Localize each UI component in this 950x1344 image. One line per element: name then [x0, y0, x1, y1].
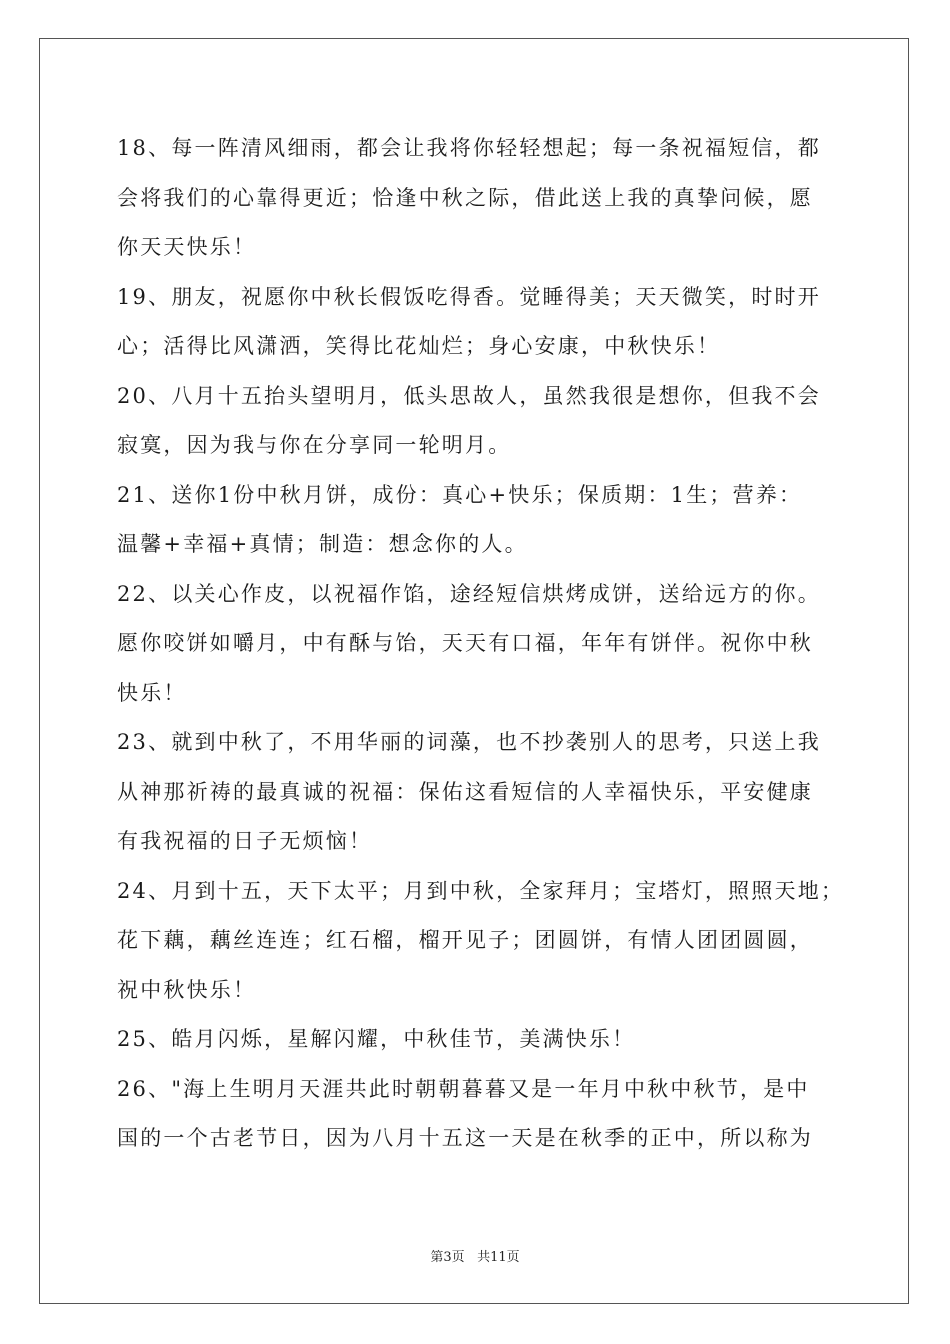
paragraph-18: [117, 124, 837, 273]
text-line: 24、月到十五，天下太平；月到中秋，全家拜月；宝塔灯，照照天地；: [117, 878, 845, 903]
paragraph-25: [117, 1015, 837, 1065]
paragraph-26: [117, 1065, 837, 1164]
text-line: 18、每一阵清风细雨，都会让我将你轻轻想起；每一条祝福短信，都: [117, 136, 821, 160]
text-line: 25、皓月闪烁，星解闪耀，中秋佳节，美满快乐！: [117, 1027, 636, 1051]
text-line: 寂寞，因为我与你在分享同一轮明月。: [117, 433, 512, 457]
text-line: 20、八月十五抬头望明月，低头思故人，虽然我很是想你，但我不会: [117, 383, 821, 408]
paragraph-19: [117, 273, 837, 372]
text-line: 26、"海上生明月天涯共此时朝朝暮暮又是一年月中秋中秋节，是中: [117, 1076, 810, 1101]
document-body: [117, 124, 845, 1164]
text-line: 你天天快乐！: [117, 235, 257, 259]
text-line: 愿你咬饼如嚼月，中有酥与饴，天天有口福，年年有饼伴。祝你中秋: [117, 631, 813, 655]
paragraph-21: [117, 471, 837, 570]
page-number: 第3页: [430, 1250, 465, 1265]
text-line: 19、朋友，祝愿你中秋长假饭吃得香。觉睡得美；天天微笑，时时开: [117, 284, 821, 309]
text-line: 祝中秋快乐！: [117, 977, 257, 1002]
text-line: 从神那祈祷的最真诚的祝福：保佑这看短信的人幸福快乐，平安健康: [117, 779, 813, 804]
paragraph-20: [117, 372, 837, 471]
text-line: 国的一个古老节日，因为八月十五这一天是在秋季的正中，所以称为: [117, 1126, 813, 1150]
paragraph-23: [117, 718, 837, 867]
text-line: 21、送你1份中秋月饼，成份：真心+快乐；保质期：1生；营养：: [117, 482, 803, 507]
text-line: 22、以关心作皮，以祝福作馅，途经短信烘烤成饼，送给远方的你。: [117, 581, 821, 606]
text-line: 23、就到中秋了，不用华丽的词藻，也不抄袭别人的思考，只送上我: [117, 730, 821, 754]
paragraph-22: [117, 570, 837, 719]
page-footer: [0, 1246, 950, 1265]
text-line: 花下藕，藕丝连连；红石榴，榴开见子；团圆饼，有情人团团圆圆，: [117, 928, 813, 952]
text-line: 有我祝福的日子无烦恼！: [117, 829, 373, 853]
text-line: 心；活得比风潇洒，笑得比花灿烂；身心安康，中秋快乐！: [117, 334, 721, 358]
text-line: 会将我们的心靠得更近；恰逢中秋之际，借此送上我的真挚问候，愿: [117, 185, 813, 210]
page-total: 共11页: [477, 1250, 520, 1265]
text-line: 快乐！: [117, 680, 187, 705]
text-line: 温馨+幸福+真情；制造：想念你的人。: [117, 532, 528, 556]
paragraph-24: [117, 867, 845, 1016]
